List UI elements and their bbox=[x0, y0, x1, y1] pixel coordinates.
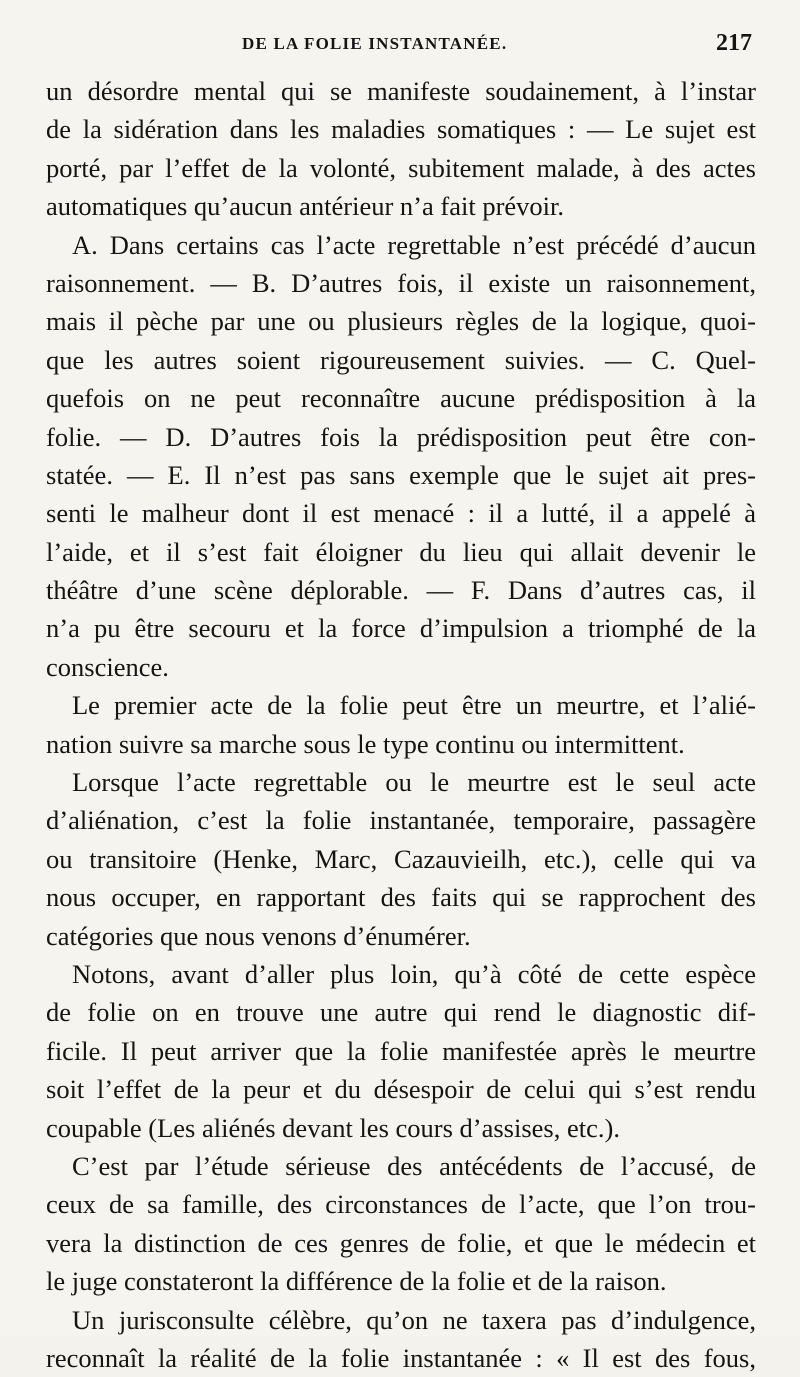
text-line: de la sidération dans les maladies somatiques : — Le sujet est bbox=[46, 114, 756, 145]
body-text bbox=[46, 72, 756, 1377]
text-line: ceux de sa famille, des circonstances de l’acte, que l’on trou- bbox=[46, 1189, 756, 1220]
text-line: raisonnement. — B. D’autres fois, il existe un raisonnement, bbox=[46, 267, 756, 298]
running-title: DE LA FOLIE INSTANTANÉE. bbox=[242, 34, 508, 53]
text-line: C’est par l’étude sérieuse des antécédents de l’accusé, de bbox=[72, 1150, 756, 1181]
running-head bbox=[46, 30, 752, 64]
text-line: d’aliénation, c’est la folie instantanée, temporaire, passagère bbox=[46, 805, 756, 836]
text-line: ficile. Il peut arriver que la folie manifestée après le meurtre bbox=[46, 1035, 756, 1066]
text-line: nation suivre sa marche sous le type continu ou intermittent. bbox=[46, 728, 685, 759]
text-line: automatiques qu’aucun antérieur n’a fait prévoir. bbox=[46, 191, 565, 222]
text-line: porté, par l’effet de la volonté, subitement malade, à des actes bbox=[46, 152, 756, 183]
text-line: Le premier acte de la folie peut être un meurtre, et l’alié- bbox=[72, 690, 756, 721]
text-line: coupable (Les aliénés devant les cours d’assises, etc.). bbox=[46, 1112, 620, 1143]
text-line: nous occuper, en rapportant des faits qui se rapprochent des bbox=[46, 882, 756, 913]
text-line: Un jurisconsulte célèbre, qu’on ne taxera pas d’indulgence, bbox=[72, 1304, 756, 1335]
text-line: n’a pu être secouru et la force d’impulsion a triomphé de la bbox=[46, 613, 756, 644]
text-line: théâtre d’une scène déplorable. — F. Dans d’autres cas, il bbox=[46, 575, 756, 606]
text-line: reconnaît la réalité de la folie instantanée : « Il est des fous, bbox=[46, 1342, 756, 1373]
text-line: que les autres soient rigoureusement suivies. — C. Quel- bbox=[46, 344, 756, 375]
text-line: catégories que nous venons d’énumérer. bbox=[46, 920, 471, 951]
text-line: un désordre mental qui se manifeste soudainement, à l’instar bbox=[46, 76, 756, 106]
text-line: le juge constateront la différence de la folie et de la raison. bbox=[46, 1266, 667, 1297]
text-line: vera la distinction de ces genres de folie, et que le médecin et bbox=[46, 1227, 756, 1258]
text-line: soit l’effet de la peur et du désespoir de celui qui s’est rendu bbox=[46, 1074, 756, 1105]
text-line: l’aide, et il s’est fait éloigner du lieu qui allait devenir le bbox=[46, 536, 756, 567]
text-line: folie. — D. D’autres fois la prédisposition peut être con- bbox=[46, 421, 756, 452]
text-line: statée. — E. Il n’est pas sans exemple que le sujet ait pres- bbox=[46, 459, 756, 490]
text-line: conscience. bbox=[46, 651, 169, 682]
text-line: mais il pèche par une ou plusieurs règles de la logique, quoi- bbox=[46, 306, 756, 337]
text-line: Lorsque l’acte regrettable ou le meurtre est le seul acte bbox=[72, 767, 756, 798]
text-line: ou transitoire (Henke, Marc, Cazauvieilh, etc.), celle qui va bbox=[46, 843, 756, 874]
text-line: Notons, avant d’aller plus loin, qu’à côté de cette espèce bbox=[72, 958, 756, 989]
text-line: senti le malheur dont il est menacé : il a lutté, il a appelé à bbox=[46, 498, 756, 529]
text-line: quefois on ne peut reconnaître aucune prédisposition à la bbox=[46, 383, 756, 414]
text-line: de folie on en trouve une autre qui rend le diagnostic dif- bbox=[46, 997, 756, 1028]
page-number: 217 bbox=[716, 30, 752, 56]
text-line: A. Dans certains cas l’acte regrettable n’est précédé d’aucun bbox=[72, 229, 756, 260]
